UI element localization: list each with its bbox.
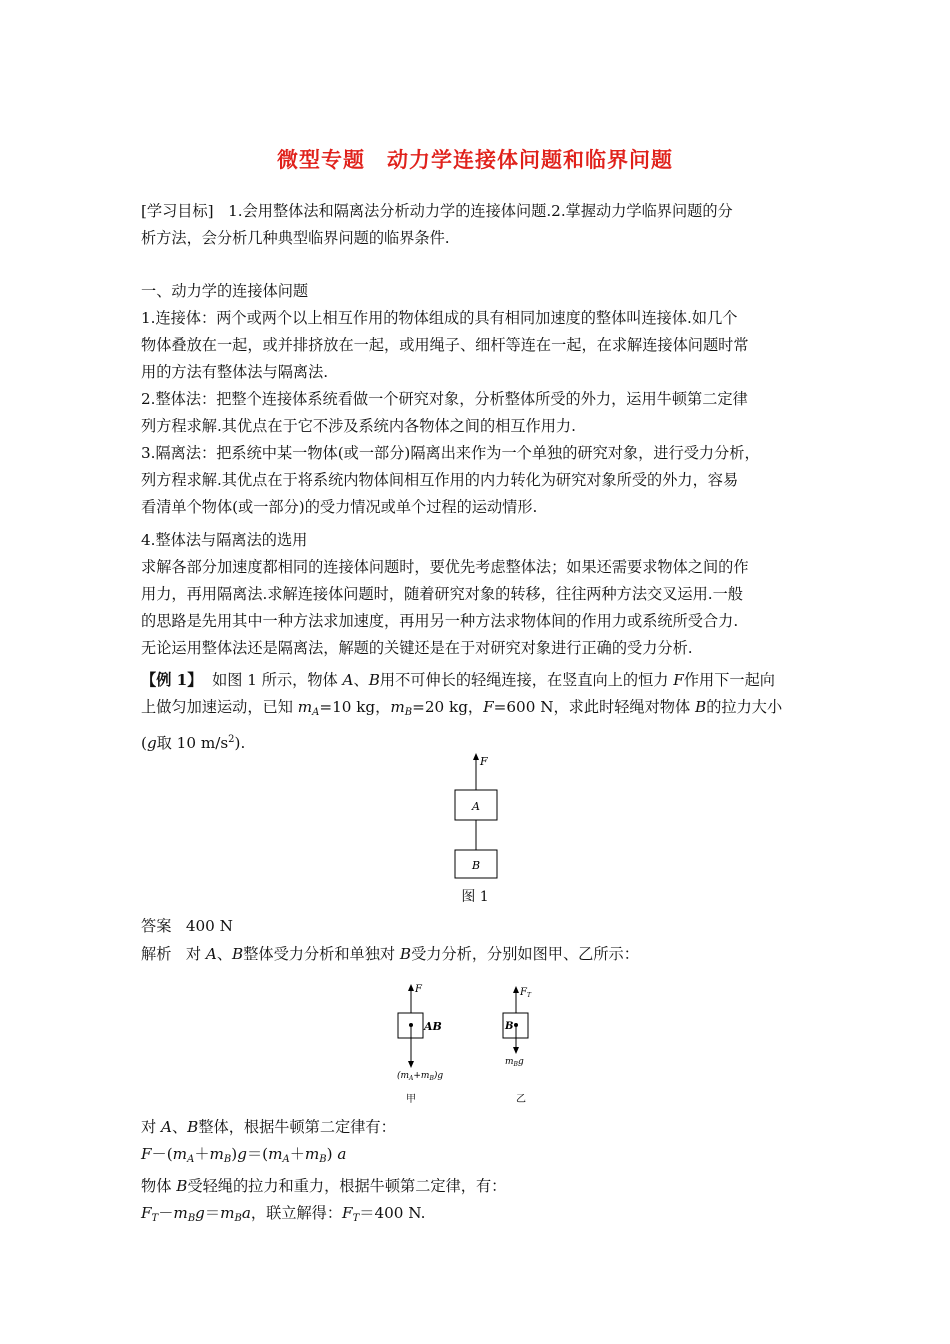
text-run: =10 kg， [319, 698, 391, 716]
text-line: 物体叠放在一起，或并排挤放在一起，或用绳子、细杆等连在一起，在求解连接体问题时常 [141, 336, 749, 354]
superscript: 2 [228, 734, 235, 745]
title-prefix: 微型专题 [277, 148, 365, 172]
figure-2-diagram [385, 978, 555, 1110]
equation-2: $F_T-m_Bg=m_Ba$，联立解得：$F_T=400$ N. [141, 1204, 426, 1224]
text-line: 列方程求解.其优点在于将系统内物体间相互作用的内力转化为研究对象所受的外力，容易 [141, 471, 739, 489]
text-run: 物体 [141, 1177, 177, 1195]
text-run: 作用下一起向 [683, 671, 775, 689]
var-m: m [297, 698, 313, 716]
paragraph-isolation-method [141, 440, 813, 521]
objectives-label: [学习目标] [141, 202, 214, 220]
title-main: 动力学连接体问题和临界问题 [387, 148, 673, 172]
text-run: 上做匀加速运动，已知 [141, 698, 298, 716]
text-line: 3.隔离法：把系统中某一物体(或一部分)隔离出来作为一个单独的研究对象，进行受力分析， [141, 444, 760, 462]
left-caption: 甲 [406, 1094, 416, 1105]
equation-1: $F-(m_A+m_B)g=(m_A+m_B)$ a [141, 1145, 347, 1165]
right-weight-label: $m_Bg$ [505, 1057, 524, 1068]
analysis [141, 941, 813, 968]
text-run: 整体受力分析和单独对 [243, 945, 400, 963]
text-line: 看清单个物体(或一部分)的受力情况或单个过程的运动情形. [141, 498, 538, 516]
right-box-label: B [505, 1021, 514, 1032]
analysis-label: 解析 [141, 945, 172, 963]
text-line: 4.整体法与隔离法的选用 [141, 531, 308, 549]
force-label: F [480, 755, 488, 768]
left-box-label: AB [424, 1020, 442, 1033]
text-run: 取 10 m/s [156, 734, 229, 752]
paragraph-method-selection [141, 527, 813, 662]
var-f: F [483, 698, 494, 716]
learning-objectives [141, 198, 813, 252]
box-a-label: A [472, 800, 480, 813]
right-caption: 乙 [516, 1094, 526, 1105]
var-b: B [695, 698, 707, 716]
text-line: 的思路是先用其中一种方法求加速度，再用另一种方法求物体间的作用力或系统所受合力. [141, 612, 739, 630]
figure-1-caption: 图 1 [461, 889, 489, 905]
page-title [0, 144, 950, 174]
text-run: =600 N，求此时轻绳对物体 [493, 698, 696, 716]
section-heading: 一、动力学的连接体问题 [141, 282, 309, 300]
text-run: 整体，根据牛顿第二定律有： [198, 1118, 396, 1136]
paragraph-whole-method [141, 386, 813, 440]
text-run: ( [141, 734, 147, 752]
sub-b: B [404, 707, 413, 718]
paragraph-connected-bodies [141, 305, 813, 386]
text-run: 用不可伸长的轻绳连接，在竖直向上的恒力 [379, 671, 674, 689]
text-line: 求解各部分加速度都相同的连接体问题时，要优先考虑整体法；如果还需要求物体之间的作 [141, 558, 749, 576]
text-run: 受轻绳的拉力和重力，根据牛顿第二定律，有： [187, 1177, 507, 1195]
right-force-label: $F_T$ [520, 987, 531, 999]
text-run: 对 [185, 945, 206, 963]
text-run: 如图 1 所示，物体 [212, 671, 343, 689]
text-run: 、 [216, 945, 233, 963]
text-line: 列方程求解.其优点在于它不涉及系统内各物体之间的相互作用力. [141, 417, 576, 435]
var-m: m [390, 698, 405, 716]
objectives-line-1: 1.会用整体法和隔离法分析动力学的连接体问题.2.掌握动力学临界问题的分 [228, 202, 733, 220]
left-force-label: F [415, 984, 422, 995]
text-line: 用力，再用隔离法.求解连接体问题时，随着研究对象的转移，往往两种方法交叉运用.一般 [141, 585, 743, 603]
left-weight-label: $(m_A+m_B)g$ [397, 1071, 444, 1082]
text-line: 无论运用整体法还是隔离法，解题的关键还是在于对研究对象进行正确的受力分析. [141, 639, 693, 657]
var-a: A [342, 671, 354, 689]
var-a: A [205, 945, 217, 963]
text-run: 受力分析，分别如图甲、乙所示： [411, 945, 639, 963]
text-line: 1.连接体：两个或两个以上相互作用的物体组成的具有相同加速度的整体叫连接体.如几个 [141, 309, 738, 327]
text-run: 、 [171, 1118, 188, 1136]
text-run: ). [234, 734, 246, 752]
sub-a: A [312, 707, 320, 718]
var-b: B [187, 1118, 199, 1136]
example-1 [141, 667, 813, 757]
answer-label: 答案 [141, 917, 172, 935]
text-line: 2.整体法：把整个连接体系统看做一个研究对象，分析整体所受的外力，运用牛顿第二定律 [141, 390, 748, 408]
text-run: 的拉力大小 [706, 698, 783, 716]
text-run: 对 [141, 1118, 162, 1136]
var-a: A [161, 1118, 172, 1136]
var-g: g [146, 734, 157, 752]
var-b: B [232, 945, 244, 963]
text-run: =20 kg， [412, 698, 484, 716]
solution [141, 1114, 813, 1232]
answer-value: 400 N [185, 917, 233, 935]
text-run: 、 [353, 671, 369, 689]
example-tag: 【例 1】 [141, 671, 203, 689]
var-b: B [368, 671, 380, 689]
var-b: B [399, 945, 412, 963]
box-b-label: B [472, 859, 481, 872]
var-b: B [176, 1177, 188, 1195]
force-arrow [473, 753, 479, 790]
var-f: F [673, 671, 684, 689]
answer [141, 913, 813, 940]
objectives-line-2: 析方法，会分析几种典型临界问题的临界条件. [141, 229, 450, 247]
text-line: 用的方法有整体法与隔离法. [141, 363, 329, 381]
